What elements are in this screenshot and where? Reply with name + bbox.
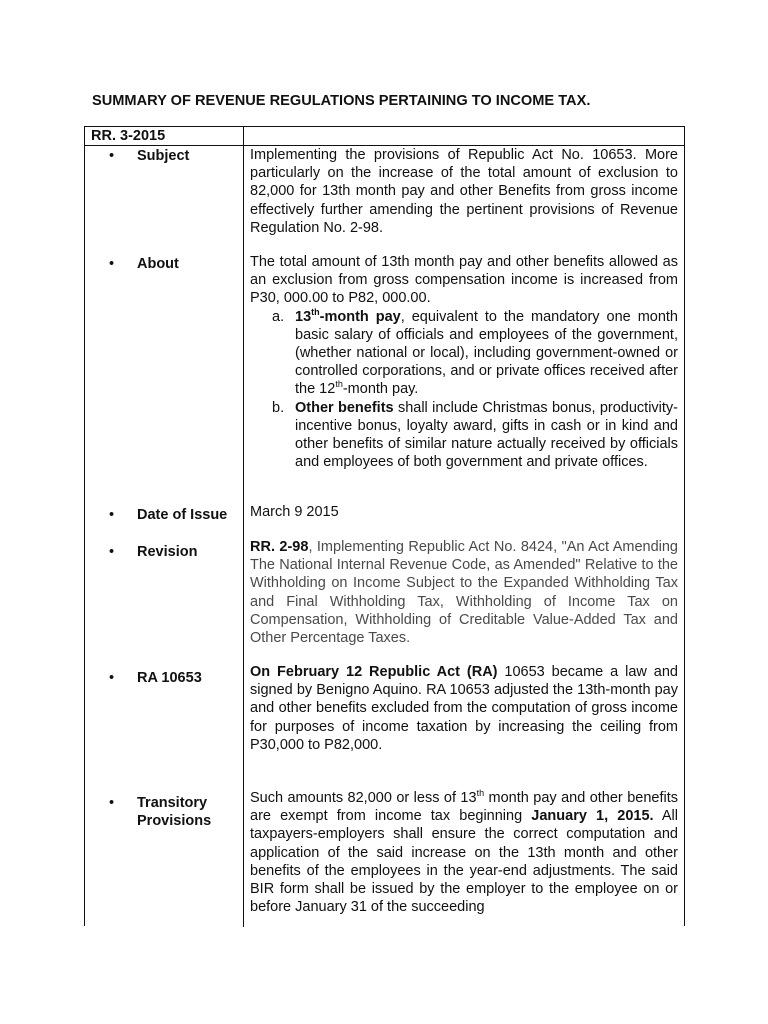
date-of-issue-text: March 9 2015 [250,504,339,520]
item-a-text: , equivalent to the mandatory one month basic salary of officials and employees of the government, (whether national or local), including government-owned or controlled corporations, and or private offices received after the 12 [295,308,678,398]
bullet-icon: • [109,795,115,811]
item-a-text-sup: th [335,379,343,390]
revision-bold: RR. 2-98 [250,539,309,555]
item-a-bold: 13 [295,308,312,325]
list-item [250,308,678,399]
revision-text: , Implementing Republic Act No. 8424, "An Act Amending The National Internal Revenue Code, as Amended" Relative to the Withholding on Income Subject to the Expanded Withholding Tax and Final Withholding Tax, Withholding of Income Tax on Compensation, Withholding of Creditable Value-Added Tax and Other Percentage Taxes. [250,539,678,647]
bullet-icon: • [109,670,115,686]
bullet-icon: • [109,148,115,164]
page-title: SUMMARY OF REVENUE REGULATIONS PERTAINING TO INCOME TAX. [92,93,591,109]
list-marker: a. [272,308,285,325]
bullet-icon: • [109,256,115,272]
label-transitory-line2: Provisions [137,813,212,830]
list-item [250,399,678,472]
regulation-number: RR. 3-2015 [91,128,166,144]
content-revision [250,538,678,647]
transitory-text-post: All taxpayers-employers shall ensure the correct computation and application of the said increase on the 13th month and other benefits of the employees in the year-end adjustments. The said BIR form shall be issued by the employer to the employee on or before January 31 of the succeeding [250,808,678,916]
content-ra-10653 [250,663,678,754]
transitory-text-pre: Such amounts 82,000 or less of 13 [250,790,477,806]
label-subject-text: Subject [137,148,190,164]
bullet-icon: • [109,544,115,560]
item-b-text: shall include Christmas bonus, productivity-incentive bonus, loyalty award, gifts in cash or in kind and other benefits of similar nature actually received by officials and employees of both government and private offices. [295,399,679,471]
label-transitory-line1: Transitory [137,795,208,811]
content-transitory-provisions [250,789,678,916]
benefits-list [250,308,678,472]
column-divider [243,127,244,927]
label-revision-text: Revision [137,544,198,560]
label-date-text: Date of Issue [137,507,228,523]
regulations-table [84,126,685,926]
content-subject [250,146,678,237]
item-b-bold: Other benefits [295,399,394,416]
table-header-row [85,127,684,146]
item-a-bold-sup: th [311,306,320,317]
transitory-bold: January 1, 2015. [531,808,654,825]
subject-text: Implementing the provisions of Republic Act No. 10653. More particularly on the increase of the total amount of exclusion to 82,000 for 13th month pay and other Benefits from gross income effectively further amending the pertinent provisions of Revenue Regulation No. 2-98. [250,147,678,236]
transitory-sup: th [476,788,485,799]
about-intro: The total amount of 13th month pay and other benefits allowed as an exclusion from gross compensation income is increased from P30, 000.00 to P82, 000.00. [250,254,678,307]
transitory-text-mid: month pay and other benefits are exempt from income tax beginning [250,790,678,825]
bullet-icon: • [109,507,115,523]
ra-text: 10653 became a law and signed by Benigno Aquino. RA 10653 adjusted the 13th-month pay and other benefits excluded from the computation of gross income for purposes of income taxation by increasing the ceiling from P30,000 to P82,000. [250,664,678,753]
item-a-text-post: -month pay. [342,381,419,398]
ra-bold: On February 12 Republic Act (RA) [250,664,498,680]
label-about-text: About [137,256,179,272]
list-marker: b. [272,399,285,416]
content-date-of-issue [250,503,678,521]
item-a-bold-post: -month pay [319,308,401,325]
label-transitory-text [137,794,211,831]
content-about [250,253,678,471]
label-ra-text: RA 10653 [137,670,202,686]
